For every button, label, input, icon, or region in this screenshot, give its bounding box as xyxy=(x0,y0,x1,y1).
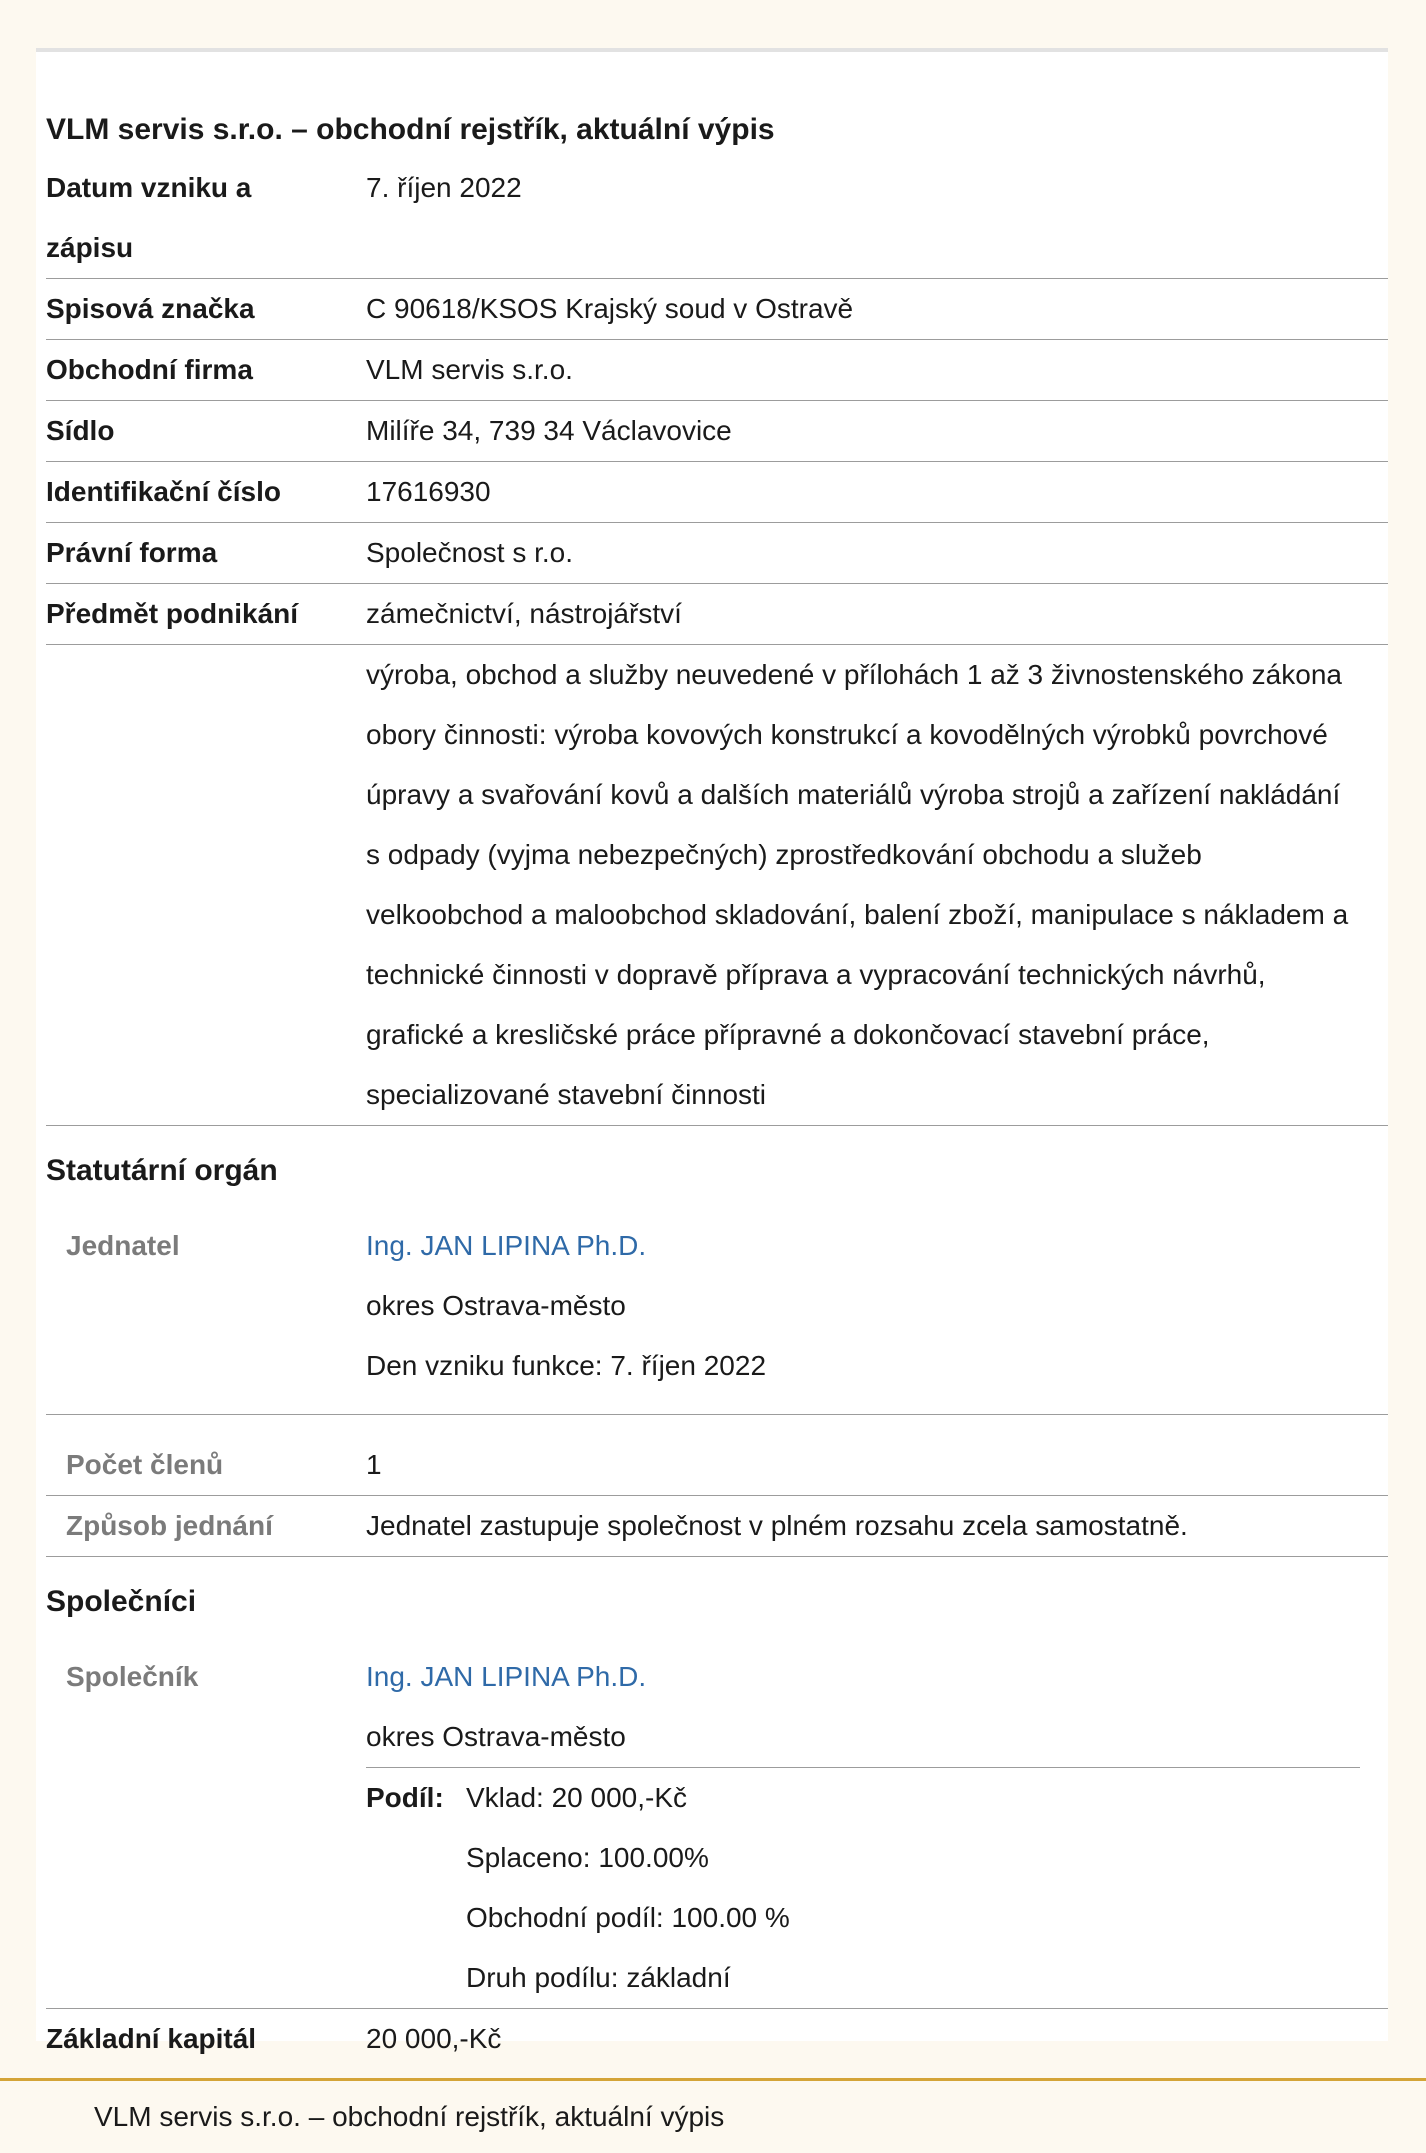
label-datum-vzniku: Datum vzniku a zápisu xyxy=(46,172,252,263)
value-zpusob-jednani: Jednatel zastupuje společnost v plném rozsahu zcela samostatně. xyxy=(366,1510,1188,1541)
jednatel-den-vzniku: Den vzniku funkce: 7. říjen 2022 xyxy=(366,1350,767,1381)
podil-obchodni: Obchodní podíl: 100.00 % xyxy=(466,1902,790,1933)
label-sidlo: Sídlo xyxy=(46,415,115,446)
page-footer: VLM servis s.r.o. – obchodní rejstřík, aktuální výpis xyxy=(0,2078,1426,2153)
row-sidlo xyxy=(46,401,1388,462)
value-ico: 17616930 xyxy=(366,476,491,507)
label-jednatel: Jednatel xyxy=(66,1230,180,1261)
row-ico xyxy=(46,462,1388,523)
row-datum-vzniku xyxy=(46,158,1388,279)
label-empty xyxy=(46,645,366,1125)
row-predmet-podnikani-2 xyxy=(46,645,1388,1126)
value-zakladni-kapital: 20 000,-Kč xyxy=(366,2023,502,2054)
label-zpusob-jednani: Způsob jednání xyxy=(66,1510,273,1541)
label-pocet-clenu: Počet členů xyxy=(66,1449,224,1480)
label-obchodni-firma: Obchodní firma xyxy=(46,354,253,385)
spolecnik-name-link[interactable]: Ing. JAN LIPINA Ph.D. xyxy=(366,1661,647,1692)
section-statutarni-organ: Statutární orgán xyxy=(46,1154,278,1187)
label-spisova-znacka: Spisová značka xyxy=(46,293,255,324)
row-zakladni-kapital xyxy=(46,2009,1388,2069)
label-spolecnik: Společník xyxy=(66,1661,199,1692)
label-predmet-podnikani: Předmět podnikání xyxy=(46,598,299,629)
spolecnik-okres: okres Ostrava-město xyxy=(366,1721,626,1752)
row-pravni-forma xyxy=(46,523,1388,584)
row-zpusob-jednani xyxy=(46,1496,1388,1557)
row-predmet-podnikani xyxy=(46,584,1388,645)
value-predmet-item: výroba, obchod a služby neuvedené v přílohách 1 až 3 živnostenského zákona obory činnosti: výroba kovových konstrukcí a kovodělných výrobků povrchové úpravy a svařování kovů a dalších materiálů výroba strojů a zařízení nakládání s odpady (vyjma nebezpečných) zprostředkování obchodu a služeb velkoobchod a maloobchod skladování, balení zboží, manipulace s nákladem a technické činnosti v dopravě příprava a vypracování technických návrhů, grafické a kresličské práce přípravné a dokončovací stavební práce, specializované stavební činnosti xyxy=(366,659,1349,1110)
podil-values xyxy=(466,1768,790,2008)
podil-label: Podíl: xyxy=(366,1782,444,1813)
value-sidlo: Milíře 34, 739 34 Václavovice xyxy=(366,415,732,446)
section-spolecnici: Společníci xyxy=(46,1585,197,1618)
row-obchodni-firma xyxy=(46,340,1388,401)
value-obchodni-firma: VLM servis s.r.o. xyxy=(366,354,573,385)
value-predmet-item: zámečnictví, nástrojářství xyxy=(366,598,682,629)
value-pocet-clenu: 1 xyxy=(366,1449,382,1480)
label-pravni-forma: Právní forma xyxy=(46,537,218,568)
page-title: VLM servis s.r.o. – obchodní rejstřík, aktuální výpis xyxy=(46,113,775,146)
spolecnik-podil xyxy=(366,1767,1360,2008)
register-content xyxy=(46,102,1388,2069)
jednatel-okres: okres Ostrava-město xyxy=(366,1290,626,1321)
podil-vklad: Vklad: 20 000,-Kč xyxy=(466,1782,688,1813)
label-ico: Identifikační číslo xyxy=(46,476,281,507)
podil-splaceno: Splaceno: 100.00% xyxy=(466,1842,709,1873)
row-jednatel xyxy=(46,1216,1388,1415)
row-spisova-znacka xyxy=(46,279,1388,340)
row-spolecnik xyxy=(46,1647,1388,2009)
row-pocet-clenu xyxy=(46,1415,1388,1496)
jednatel-name-link[interactable]: Ing. JAN LIPINA Ph.D. xyxy=(366,1230,647,1261)
spolecnik-details xyxy=(366,1647,1388,2008)
podil-druh: Druh podílu: základní xyxy=(466,1962,731,1993)
jednatel-details xyxy=(366,1216,1388,1414)
value-pravni-forma: Společnost s r.o. xyxy=(366,537,574,568)
register-card xyxy=(36,48,1388,2054)
value-spisova-znacka: C 90618/KSOS Krajský soud v Ostravě xyxy=(366,293,854,324)
label-zakladni-kapital: Základní kapitál xyxy=(46,2023,257,2054)
value-datum-vzniku: 7. říjen 2022 xyxy=(366,172,522,203)
